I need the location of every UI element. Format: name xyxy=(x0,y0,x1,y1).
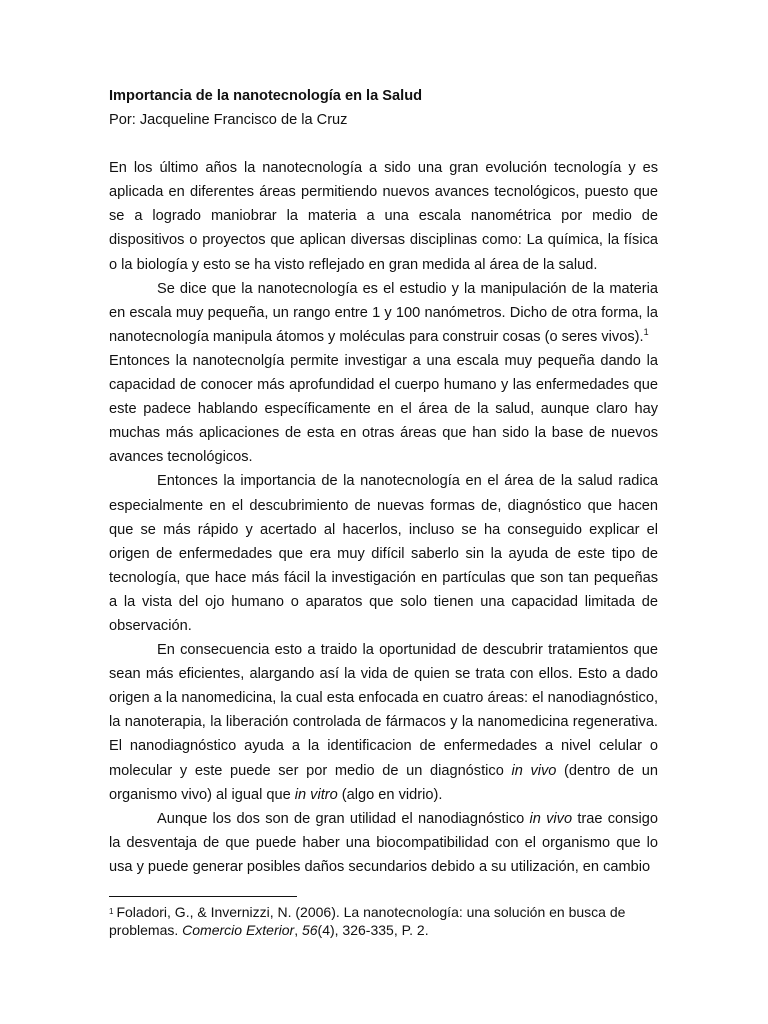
paragraph-5-italic-in-vitro: in vitro xyxy=(294,786,338,803)
footnote-separator: , xyxy=(294,922,302,938)
document-title: Importancia de la nanotecnología en la Salud xyxy=(109,88,423,104)
paragraph-5-text-b: (dentro de un organismo vivo) al igual que xyxy=(109,762,659,803)
footnote-mark: 1 xyxy=(109,907,114,916)
footnote-text-b: (4), 326-335, P. 2. xyxy=(317,922,429,938)
paragraph-1: En los último años la nanotecnología a sido una gran evolución tecnología y es aplicada en diferentes áreas permitiendo nuevos avances tecnológicos, puesto que se a logrado maniobrar la materia a una escala nanométrica por medio de dispositivos o proyectos que aplican diversas disciplinas como: La química, la física o la biología y esto se ha visto reflejado en gran medida al área de la salud. xyxy=(109,160,658,273)
paragraph-5-italic-in-vivo: in vivo xyxy=(511,762,557,779)
paragraph-6-italic-in-vivo: in vivo xyxy=(529,810,573,827)
paragraph-2-text: Se dice que la nanotecnología es el estudio y la manipulación de la materia en escala muy pequeña, un rango entre 1 y 100 nanómetros. Dicho de otra forma, la nanotecnología manipula átomos y moléculas para construir cosas (o seres vivos). xyxy=(109,280,658,345)
document-author: Por: Jacqueline Francisco de la Cruz xyxy=(109,112,348,129)
paragraph-6-text-b: trae consigo la desventaja de que puede haber una biocompatibilidad con el organismo que lo usa y puede generar posibles daños secundarios debido a su utilización, en cambio xyxy=(109,810,659,875)
paragraph-2 xyxy=(109,277,658,349)
footnote-volume: 56 xyxy=(301,922,318,938)
document-body xyxy=(109,84,658,879)
paragraph-6 xyxy=(109,807,658,879)
paragraph-4: Entonces la importancia de la nanotecnología en el área de la salud radica especialmente en el descubrimiento de nuevas formas de, diagnóstico que hacen que se más rápido y acertado al hacerlos, incluso se ha conseguido explicar el origen de enfermedades que era muy difícil saberlo sin la ayuda de este tipo de tecnología, que hace más fácil la investigación en partículas que son tan pequeñas a la vista del ojo humano o aparatos que solo tienen una capacidad limitada de observación. xyxy=(109,473,658,634)
footnote-journal: Comercio Exterior xyxy=(182,922,295,938)
paragraph-3: Entonces la nanotecnolgía permite investigar a una escala muy pequeña dando la capacidad de conocer más aprofundidad el cuerpo humano y las enfermedades que este padece hablando específicamente en el área de la salud, aunque claro hay muchas más aplicaciones de esta en otras áreas que han sido la base de nuevos avances tecnológicos. xyxy=(109,352,658,466)
footnote-text-a: Foladori, G., & Invernizzi, N. (2006). La nanotecnología: una solución en busca de problemas. xyxy=(109,904,626,938)
paragraph-5-text-c: (algo en vidrio). xyxy=(337,786,443,803)
paragraph-5 xyxy=(109,638,658,807)
footnote-reference: 1 xyxy=(643,326,649,337)
footnote-divider xyxy=(109,896,297,897)
paragraph-6-text-a: Aunque los dos son de gran utilidad el nanodiagnóstico xyxy=(157,810,530,827)
footnote xyxy=(109,903,658,939)
paragraph-5-text-a: En consecuencia esto a traido la oportunidad de descubrir tratamientos que sean más eficientes, alargando así la vida de quien se trata con ellos. Esto a dado origen a la nanomedicina, la cual esta enfocada en cuatro áreas: el nanodiagnóstico, la nanoterapia, la liberación controlada de fármacos y la nanomedicina regenerativa. El nanodiagnóstico ayuda a la identificacion de enfermedades a nivel celular o molecular y este puede ser por medio de un diagnóstico xyxy=(109,642,658,779)
